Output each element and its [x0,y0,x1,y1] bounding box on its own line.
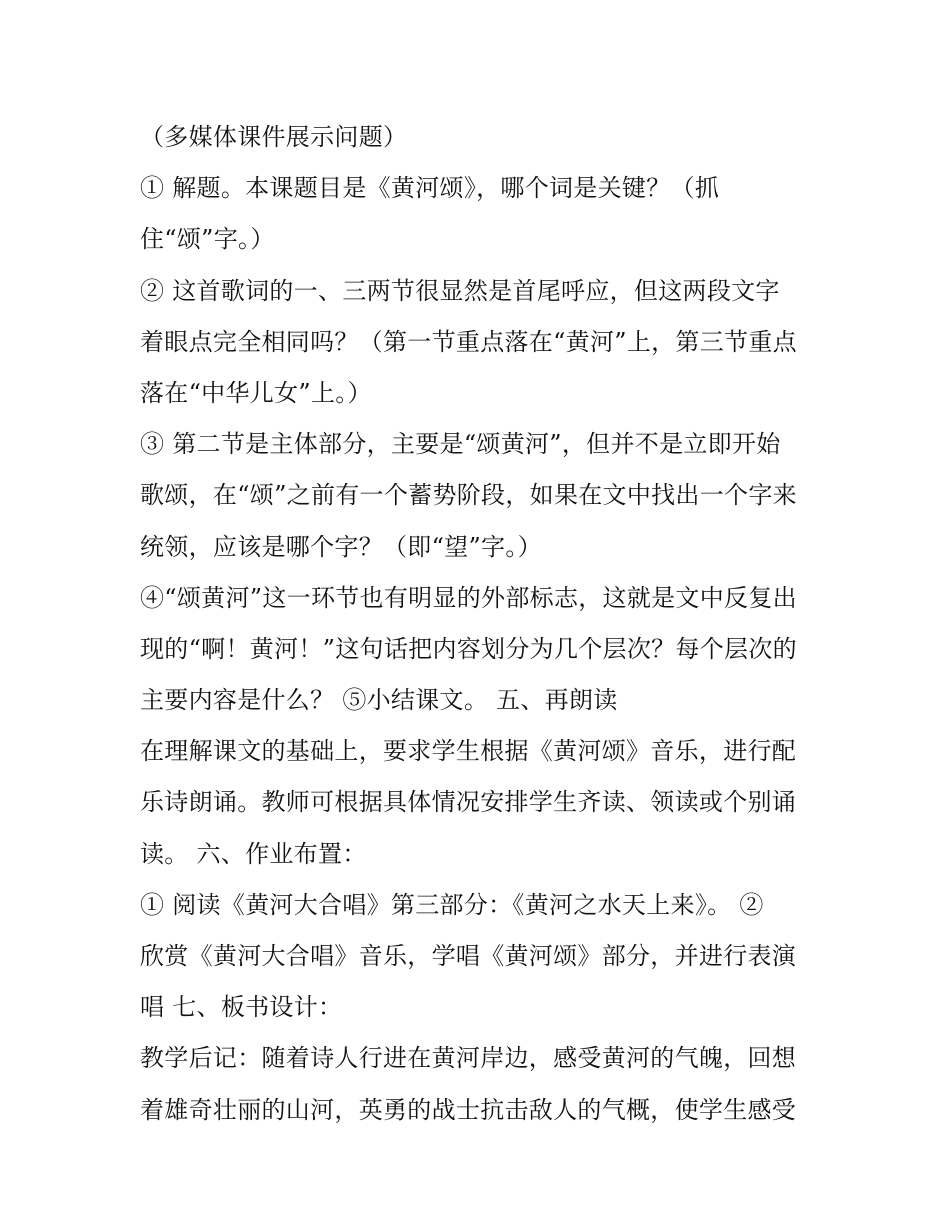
text-line-15: 读。 六、作业布置： [140,839,367,868]
text-line-7: ③ 第二节是主体部分，主要是“颂黄河”，但并不是立即开始 [140,430,781,459]
text-line-9: 统领，应该是哪个字？（即“望”字。） [140,532,542,561]
text-line-10: ④“颂黄河”这一环节也有明显的外部标志，这就是文中反复出 [140,583,797,612]
text-line-1: （多媒体课件展示问题） [140,123,408,151]
text-line-19: 教学后记：随着诗人行进在黄河岸边，感受黄河的气魄，回想 [140,1044,797,1073]
document-page [140,112,820,1136]
text-line-12: 主要内容是什么？ ⑤小结课文。 五、再朗读 [140,686,618,715]
text-line-13: 在理解课文的基础上，要求学生根据《黄河颂》音乐，进行配 [140,737,797,766]
text-line-16: ① 阅读《黄河大合唱》第三部分：《黄河之水天上来》。 ② [140,890,764,919]
text-line-4: ② 这首歌词的一、三两节很显然是首尾呼应，但这两段文字 [140,276,780,305]
text-line-8: 歌颂，在“颂”之前有一个蓄势阶段，如果在文中找出一个字来 [140,481,797,510]
text-line-3: 住“颂”字。） [140,225,275,254]
text-line-6: 落在“中华儿女”上。） [140,378,372,407]
text-line-18: 唱 七、板书设计： [140,993,343,1022]
text-line-5: 着眼点完全相同吗？（第一节重点落在“黄河”上，第三节重点 [140,327,797,356]
text-line-17: 欣赏《黄河大合唱》音乐，学唱《黄河颂》部分，并进行表演 [140,942,797,970]
text-line-14: 乐诗朗诵。教师可根据具体情况安排学生齐读、领读或个别诵 [140,788,797,817]
text-line-11: 现的“啊！黄河！”这句话把内容划分为几个层次？每个层次的 [140,634,797,663]
text-line-2: ① 解题。本课题目是《黄河颂》，哪个词是关键？（抓 [140,174,720,203]
text-line-20: 着雄奇壮丽的山河，英勇的战士抗击敌人的气概，使学生感受 [140,1095,797,1124]
